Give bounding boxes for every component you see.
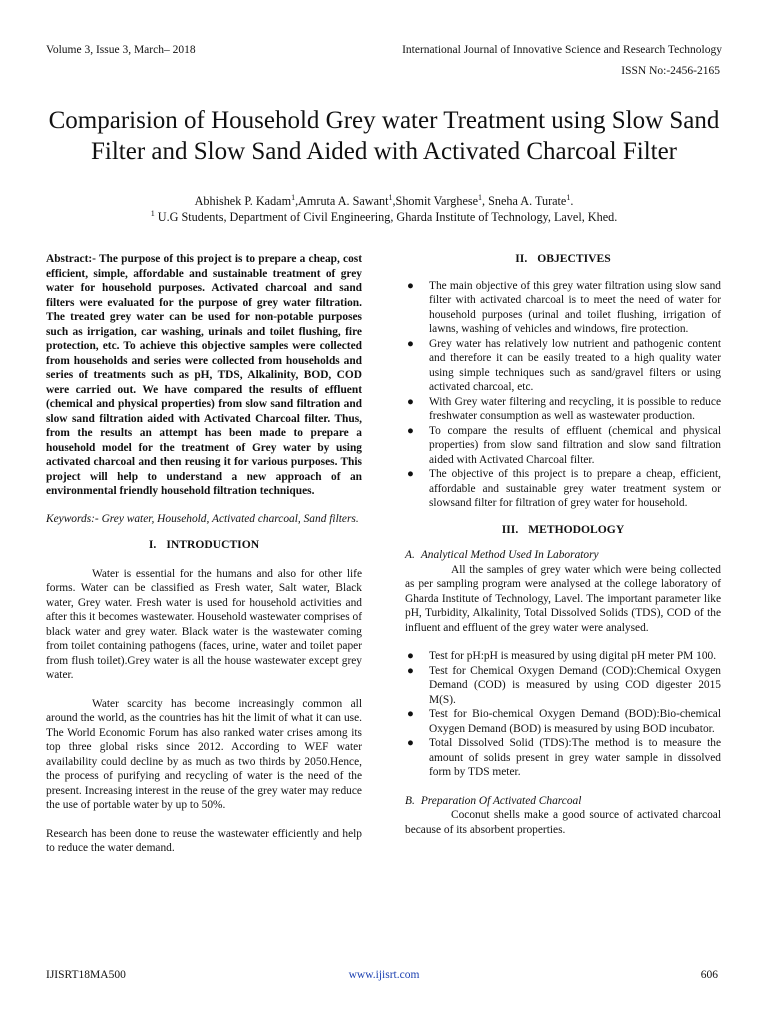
list-item xyxy=(405,337,721,395)
section-number: II. xyxy=(515,252,528,265)
bullet-icon: ● xyxy=(407,737,414,749)
footer-paper-code: IJISRT18MA500 xyxy=(46,969,126,981)
left-column xyxy=(46,252,362,870)
author-name: Shomit Varghese xyxy=(395,194,479,208)
bullet-icon: ● xyxy=(407,279,414,292)
list-item xyxy=(405,649,721,664)
list-item xyxy=(405,395,721,424)
section-title: METHODOLOGY xyxy=(528,522,625,536)
section-number: III. xyxy=(501,522,519,536)
author-separator: , xyxy=(482,194,489,208)
subsection-title: Analytical Method Used In Laboratory xyxy=(420,549,599,561)
bullet-icon: ● xyxy=(407,468,414,480)
list-item-text: Test for pH:pH is measured by using digital pH meter PM 100. xyxy=(429,650,717,662)
subsection-heading xyxy=(405,794,721,809)
abstract: Abstract:- The purpose of this project is to prepare a cheap, cost efficient, simple, affordable and sustainable treatment of grey water for household purposes. Activated charcoal and sand filters were evaluated for the purpose of grey water filtration. The treated grey water can be used for non-potable purposes such as irrigation, car washing, urinals and toilet flushing, fire protection, etc. To achieve this objective samples were collected from households and series were collected from households and series of treatments such as pH, TDS, Alkalinity, BOD, COD were carried out. We have compared the results of effluent (chemical and physical properties) from slow sand filtration and slow sand filtration aided with Activated Charcoal filter. Thus, from the results an attempt has been made to prepare a household model for the treatment of Grey water by using activated charcoal and then reusing it for various purposes. This project will help to understand a new approach of an environmental friendly household filtration techniques. xyxy=(46,253,362,497)
bullet-icon: ● xyxy=(407,708,414,720)
list-item-text: Total Dissolved Solid (TDS):The method is to measure the amount of solids present in grey water sample in dissolved form by TDS meter. xyxy=(429,737,721,778)
author-affil-mark: 1 xyxy=(291,192,296,202)
bullet-icon: ● xyxy=(407,664,414,677)
paper-title: Comparision of Household Grey water Treatment using Slow Sand Filter and Slow Sand Aided with Activated Charcoal Filter xyxy=(48,106,720,165)
list-item xyxy=(405,664,721,708)
list-item xyxy=(405,424,721,468)
bullet-icon: ● xyxy=(407,395,414,408)
author-affil-mark: 1 xyxy=(388,192,393,202)
intro-paragraph: Water is essential for the humans and also for other life forms. Water can be classified as Fresh water, Salt water, Black water, Grey water. Fresh water is used for household activities and after this it becomes wastewater. Household wastewater comprises of black water and grey water. Black water is the wastewater coming from toilet containing pathogens (faces, urine, water and toilet paper from flush toilet).Grey water is all the house wastewater except grey water. xyxy=(46,567,362,681)
section-title: OBJECTIVES xyxy=(537,252,611,265)
page-number: 606 xyxy=(700,969,718,981)
list-item-text: The main objective of this grey water filtration using slow sand filter with activated charcoal is to meet the need of water for household purposes (urinal and toilet flushing, irrigation of lawns, washing of vehicles and windows, fire protection. xyxy=(429,279,721,335)
list-item xyxy=(405,279,721,337)
section-heading-methodology xyxy=(405,523,721,538)
bullet-icon: ● xyxy=(407,337,414,350)
bullet-icon: ● xyxy=(407,650,414,662)
list-item-text: Test for Chemical Oxygen Demand (COD):Chemical Oxygen Demand (COD) is measured by using COD digester 2015 M(S). xyxy=(429,664,721,706)
intro-paragraph: Water scarcity has become increasingly common all around the world, as the countries has hit the limit of what it can use. The World Economic Forum has also ranked water crises among its top three global risks since 2012. According to WEF water availability could decline by as much as two thirds by 2050.Hence, the process of purifying and recycling of water is the need of the present. Increasing interest in the reuse of the grey water may reduce the use of portable water by up to 50%. xyxy=(46,697,362,811)
section-heading-objectives xyxy=(405,252,721,267)
methodology-paragraph: All the samples of grey water which were being collected as per sampling program were analysed at the college laboratory of Gharda Institute of Technology, Lavel. The important parameter like pH, Turbidity, Alkalinity, Total Dissolved Solids (TDS), COD of the influent and effluent of the grey water were analysed. xyxy=(405,563,721,634)
subsection-letter: B. xyxy=(405,794,415,807)
section-heading-introduction xyxy=(46,538,362,553)
list-item xyxy=(405,467,721,511)
footer-journal-link[interactable]: www.ijisrt.com xyxy=(348,969,420,981)
list-item-text: With Grey water filtering and recycling, it is possible to reduce freshwater consumption as well as wastewater production. xyxy=(429,395,721,422)
subsection-title: Preparation Of Activated Charcoal xyxy=(420,794,582,807)
objectives-list xyxy=(405,279,721,511)
bullet-icon: ● xyxy=(407,424,414,437)
author-separator: . xyxy=(570,194,574,208)
list-item-text: The objective of this project is to prepare a cheap, efficient, affordable and sustainable grey water treatment system or slowsand filter for filtration of grey water for household. xyxy=(429,468,721,509)
methodology-paragraph: Coconut shells make a good source of activated charcoal because of its absorbent properties. xyxy=(405,809,721,836)
author-separator: , xyxy=(392,194,396,208)
subsection-letter: A. xyxy=(405,549,415,561)
list-item xyxy=(405,707,721,736)
author-affil-mark: 1 xyxy=(566,192,571,202)
affiliation-mark: 1 xyxy=(150,208,155,218)
header-volume: Volume 3, Issue 3, March– 2018 xyxy=(46,44,196,56)
author-affil-mark: 1 xyxy=(478,192,483,202)
list-item-text: To compare the results of effluent (chemical and physical properties) from slow sand filtration and slow sand filtration aided with Activated Charcoal filter. xyxy=(429,424,721,466)
list-item-text: Grey water has relatively low nutrient and pathogenic content and therefore it can be easily treated to a high quality water using simple techniques such as sand/gravel filters or using activated charcoal, etc. xyxy=(429,337,721,393)
author-name: Sneha A. Turate xyxy=(488,194,567,208)
keywords: Keywords:- Grey water, Household, Activated charcoal, Sand filters. xyxy=(46,512,359,525)
subsection-heading xyxy=(405,548,721,563)
tests-list xyxy=(405,649,721,780)
header-issn: ISSN No:-2456-2165 xyxy=(621,65,720,77)
list-item-text: Test for Bio-chemical Oxygen Demand (BOD):Bio-chemical Oxygen Demand (BOD) is measured by using BOD incubator. xyxy=(429,708,721,735)
section-number: I. xyxy=(148,538,157,551)
list-item xyxy=(405,736,721,780)
author-separator: , xyxy=(295,194,299,208)
affiliation xyxy=(46,210,722,225)
affiliation-text: U.G Students, Department of Civil Engineering, Gharda Institute of Technology, Lavel, Khed. xyxy=(154,210,618,224)
right-column xyxy=(405,252,721,851)
section-title: INTRODUCTION xyxy=(166,538,260,551)
author-name: Amruta A. Sawant xyxy=(298,194,389,208)
author-list xyxy=(46,194,722,209)
author-name: Abhishek P. Kadam xyxy=(194,194,292,208)
header-journal: International Journal of Innovative Science and Research Technology xyxy=(402,44,722,56)
intro-paragraph: Research has been done to reuse the wastewater efficiently and help to reduce the water demand. xyxy=(46,827,362,854)
